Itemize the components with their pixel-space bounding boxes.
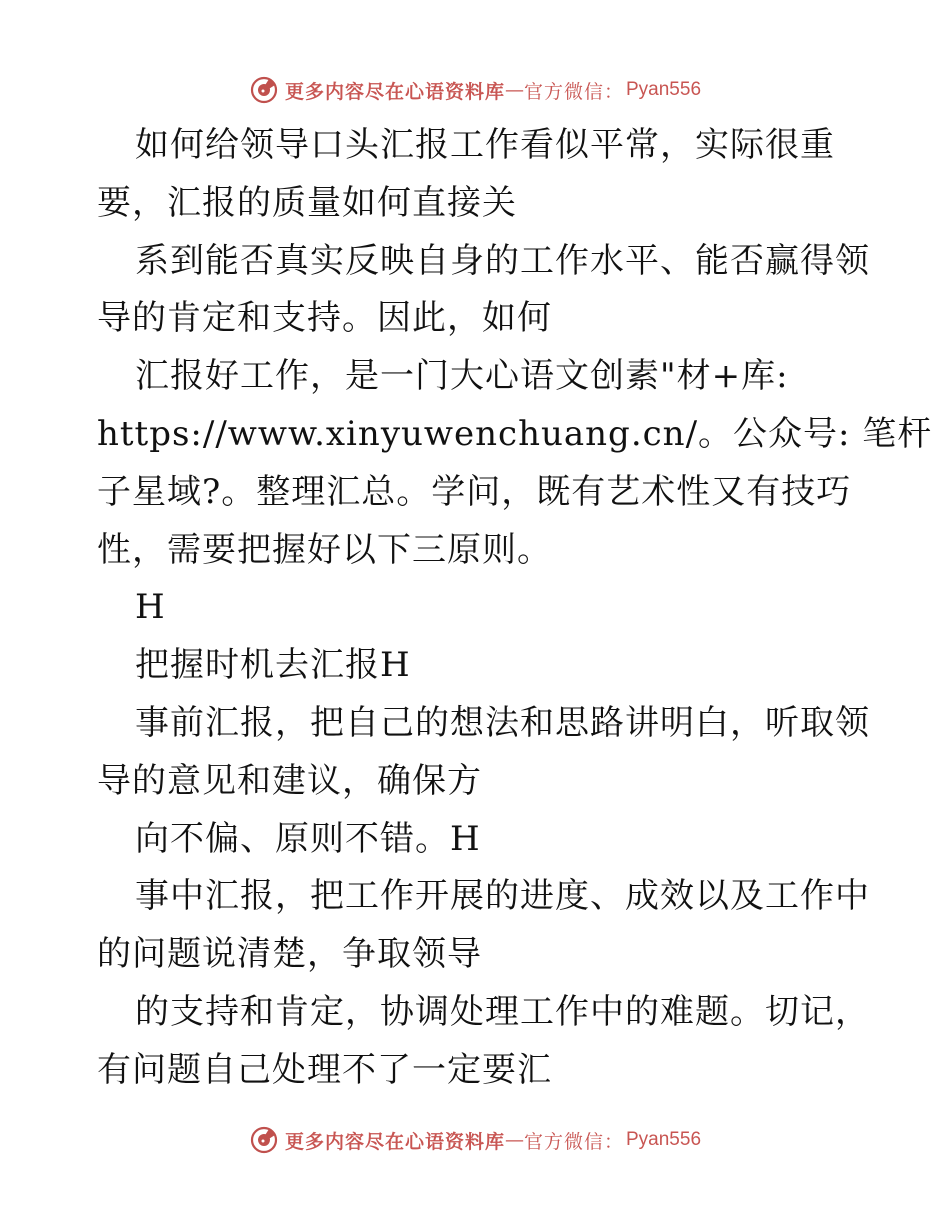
text-line: 事中汇报，把工作开展的进度、成效以及工作中 [135, 876, 870, 917]
text-line: 导的肯定和支持。因此，如何 [97, 298, 552, 339]
watermark-id: Pyan556 [626, 1129, 702, 1150]
text-line: 向不偏、原则不错。H [135, 818, 481, 859]
watermark-side-text: 官方微信： [523, 80, 624, 103]
watermark-dash: — [504, 79, 524, 101]
text-line: 汇报好工作，是一门大心语文创素"材+库: [135, 356, 789, 397]
watermark-dash: — [504, 1129, 524, 1151]
text-line: 子星域?。整理汇总。学问，既有艺术性又有技巧 [97, 471, 852, 512]
watermark-main-text: 更多内容尽在心语资料库 [284, 80, 505, 103]
watermark-main-text: 更多内容尽在心语资料库 [284, 1130, 505, 1153]
text-line: H [135, 587, 166, 628]
text-line: 如何给领导口头汇报工作看似平常，实际很重 [135, 125, 835, 165]
text-line: https://www.xinyuwenchuang.cn/。公众号: 笔杆 [97, 413, 933, 454]
pen-logo-icon [249, 1125, 279, 1155]
text-line: 的支持和肯定，协调处理工作中的难题。切记， [135, 991, 870, 1032]
watermark-id: Pyan556 [626, 79, 702, 100]
header-watermark [0, 70, 950, 110]
text-line: 系到能否真实反映自身的工作水平、能否赢得领 [135, 240, 870, 281]
text-line: 有问题自己处理不了一定要汇 [97, 1049, 552, 1090]
text-line: 性，需要把握好以下三原则。 [97, 529, 552, 570]
watermark-side-text: 官方微信： [523, 1130, 624, 1153]
text-line: 要，汇报的质量如何直接关 [97, 182, 517, 223]
footer-watermark [0, 1120, 950, 1160]
text-line: 把握时机去汇报H [135, 645, 411, 686]
text-line: 的问题说清楚，争取领导 [97, 934, 482, 975]
text-line: 导的意见和建议，确保方 [97, 760, 482, 801]
body-text [97, 117, 933, 1100]
pen-logo-icon [249, 75, 279, 105]
text-line: 事前汇报，把自己的想法和思路讲明白，听取领 [135, 702, 870, 743]
